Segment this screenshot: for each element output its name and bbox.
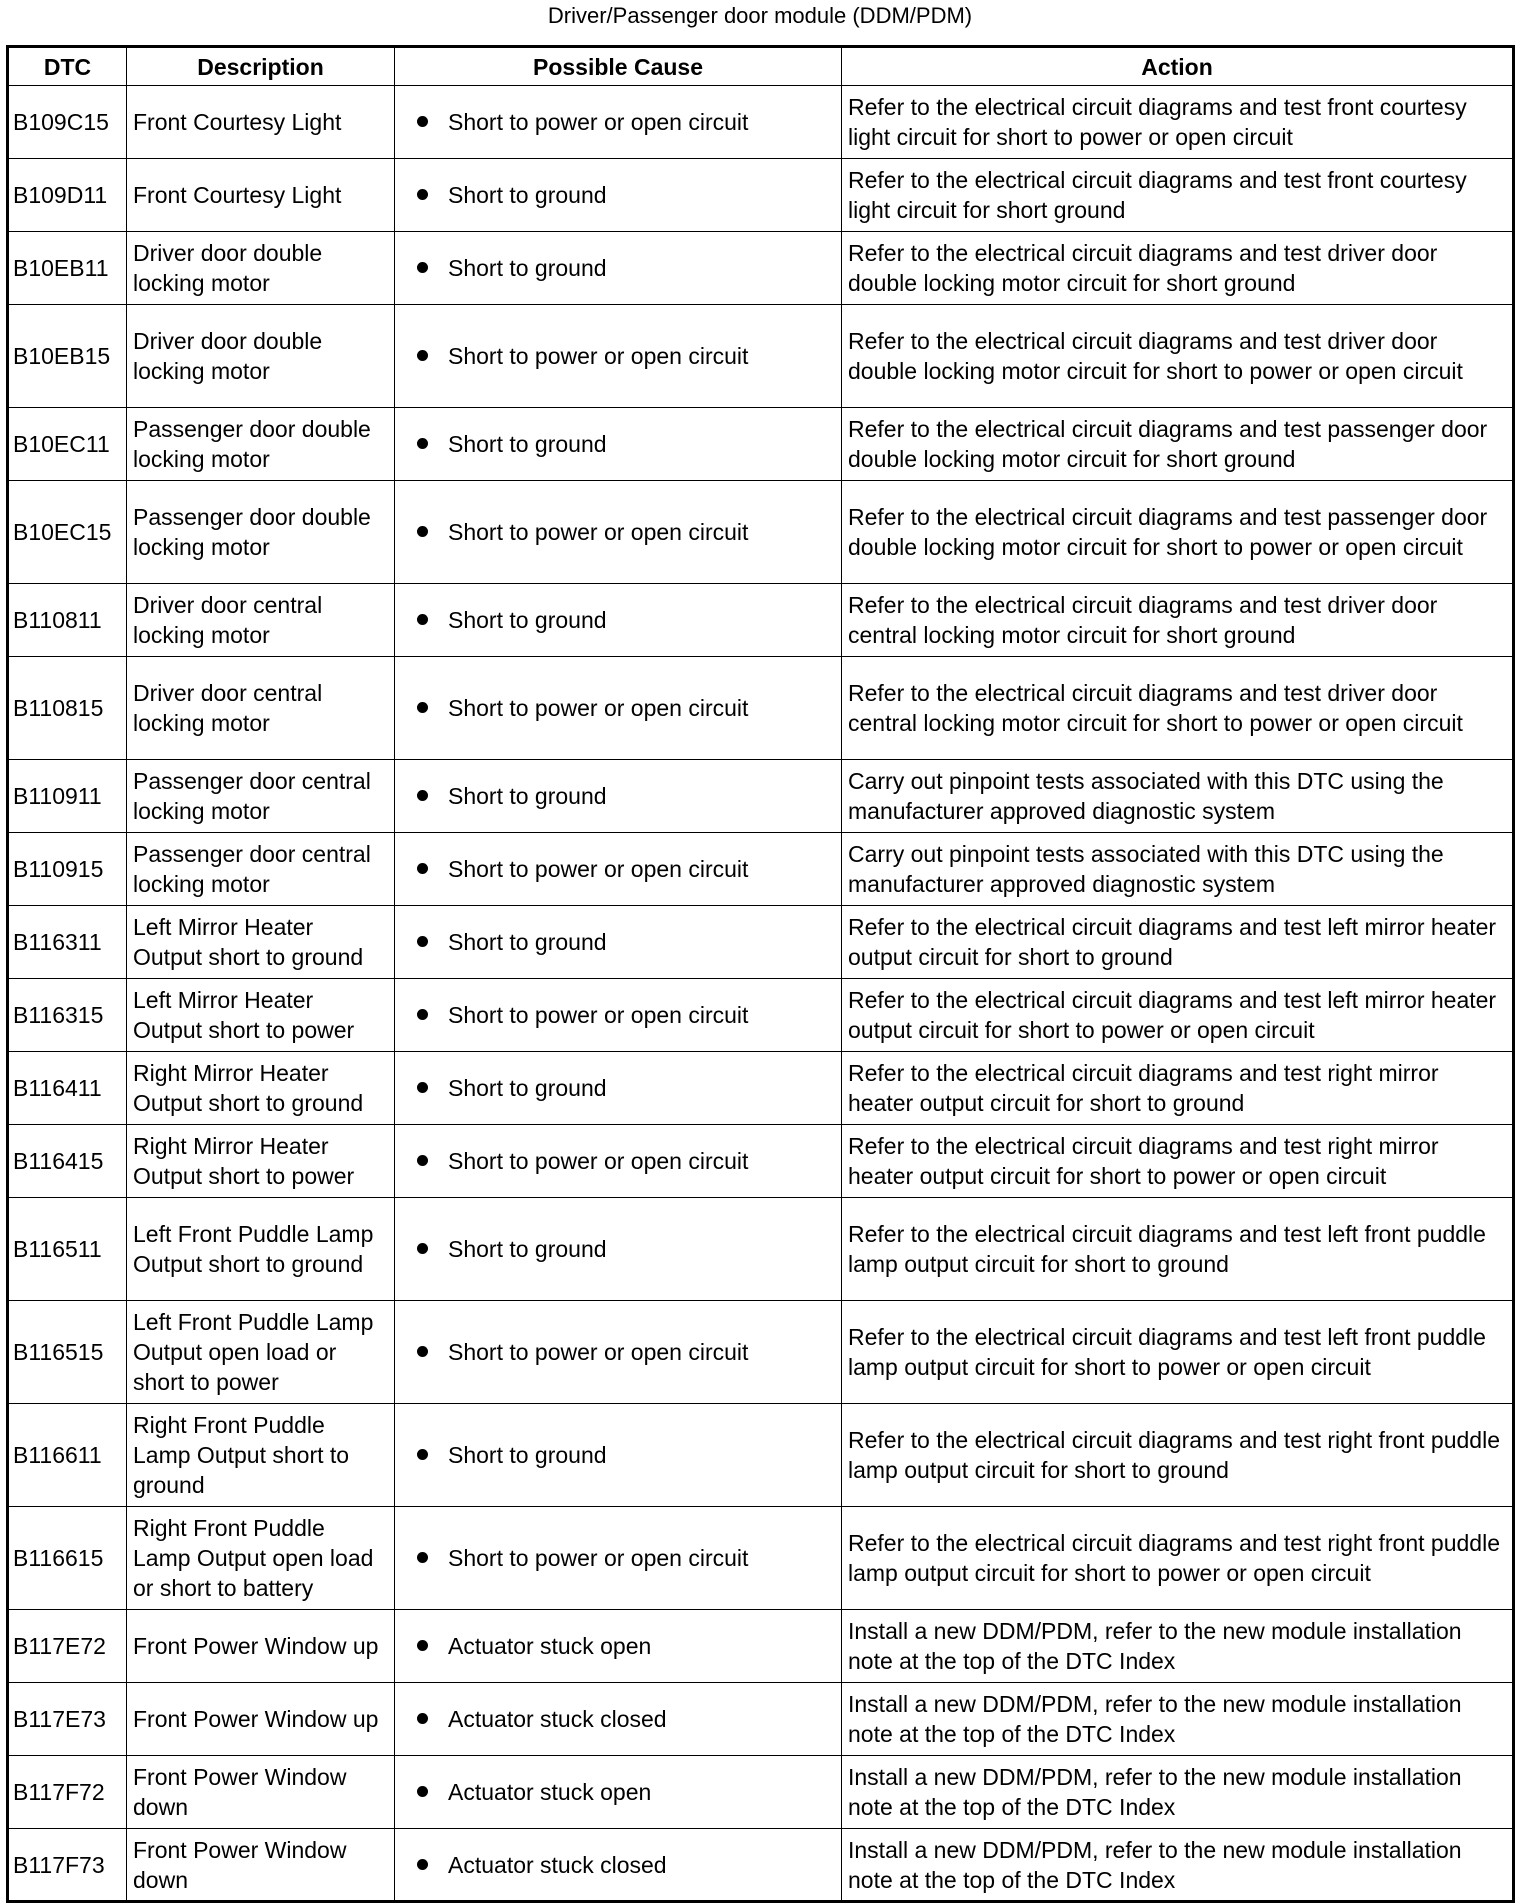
cause-text: Short to power or open circuit: [448, 1002, 749, 1028]
table-row: [8, 1052, 1514, 1125]
description-cell: Passenger door double locking motor: [127, 408, 395, 481]
cause-cell: [395, 408, 842, 481]
description-cell: Front Courtesy Light: [127, 159, 395, 232]
dtc-code: B10EC15: [8, 481, 127, 584]
action-cell: Install a new DDM/PDM, refer to the new module installation note at the top of the DTC Index: [842, 1610, 1514, 1683]
cause-cell: [395, 760, 842, 833]
action-cell: Refer to the electrical circuit diagrams and test front courtesy light circuit for short ground: [842, 159, 1514, 232]
description-cell: Left Mirror Heater Output short to power: [127, 979, 395, 1052]
table-row: [8, 1683, 1514, 1756]
cause-text: Actuator stuck closed: [448, 1706, 667, 1732]
description-cell: Front Power Window up: [127, 1683, 395, 1756]
dtc-code: B10EC11: [8, 408, 127, 481]
description-cell: Right Mirror Heater Output short to ground: [127, 1052, 395, 1125]
bullet-icon: [417, 189, 428, 200]
bullet-icon: [417, 262, 428, 273]
dtc-code: B117F72: [8, 1756, 127, 1829]
bullet-icon: [417, 863, 428, 874]
dtc-code: B116515: [8, 1301, 127, 1404]
bullet-icon: [417, 1346, 428, 1357]
dtc-code: B116311: [8, 906, 127, 979]
page-title: Driver/Passenger door module (DDM/PDM): [547, 3, 973, 28]
table-row: [8, 1610, 1514, 1683]
cause-cell: [395, 833, 842, 906]
cause-text: Short to ground: [448, 783, 607, 809]
description-cell: Right Mirror Heater Output short to power: [127, 1125, 395, 1198]
description-cell: Front Power Window down: [127, 1829, 395, 1902]
dtc-code: B116411: [8, 1052, 127, 1125]
description-cell: Front Power Window up: [127, 1610, 395, 1683]
dtc-code: B117F73: [8, 1829, 127, 1902]
table-row: [8, 1507, 1514, 1610]
table-row: [8, 760, 1514, 833]
cause-cell: [395, 1198, 842, 1301]
cause-cell: [395, 86, 842, 159]
dtc-code: B110915: [8, 833, 127, 906]
header-possible-cause: Possible Cause: [395, 47, 842, 86]
description-cell: Left Front Puddle Lamp Output open load or short to power: [127, 1301, 395, 1404]
table-row: [8, 833, 1514, 906]
action-cell: Carry out pinpoint tests associated with this DTC using the manufacturer approved diagnostic system: [842, 833, 1514, 906]
dtc-code: B110811: [8, 584, 127, 657]
table-row: [8, 1301, 1514, 1404]
dtc-code: B116315: [8, 979, 127, 1052]
table-row: [8, 1125, 1514, 1198]
action-cell: Refer to the electrical circuit diagrams and test left front puddle lamp output circuit for short to power or open circuit: [842, 1301, 1514, 1404]
table-row: [8, 481, 1514, 584]
dtc-code: B117E72: [8, 1610, 127, 1683]
cause-cell: [395, 906, 842, 979]
bullet-icon: [417, 1640, 428, 1651]
cause-cell: [395, 159, 842, 232]
cause-text: Short to power or open circuit: [448, 519, 749, 545]
table-row: [8, 1198, 1514, 1301]
action-cell: Refer to the electrical circuit diagrams and test left mirror heater output circuit for short to power or open circuit: [842, 979, 1514, 1052]
description-cell: Passenger door central locking motor: [127, 833, 395, 906]
dtc-code: B116511: [8, 1198, 127, 1301]
description-cell: Driver door central locking motor: [127, 657, 395, 760]
bullet-icon: [417, 438, 428, 449]
action-cell: Refer to the electrical circuit diagrams and test right front puddle lamp output circuit for short to power or open circuit: [842, 1507, 1514, 1610]
table-header-row: [8, 47, 1514, 86]
dtc-code: B116611: [8, 1404, 127, 1507]
cause-cell: [395, 305, 842, 408]
cause-cell: [395, 232, 842, 305]
table-body: [8, 86, 1514, 1902]
cause-text: Short to power or open circuit: [448, 1148, 749, 1174]
cause-text: Short to power or open circuit: [448, 1339, 749, 1365]
dtc-code: B10EB15: [8, 305, 127, 408]
cause-text: Actuator stuck open: [448, 1779, 652, 1805]
action-cell: Refer to the electrical circuit diagrams and test driver door double locking motor circuit for short ground: [842, 232, 1514, 305]
cause-text: Short to power or open circuit: [448, 856, 749, 882]
cause-text: Short to power or open circuit: [448, 1545, 749, 1571]
bullet-icon: [417, 116, 428, 127]
header-dtc: DTC: [8, 47, 127, 86]
action-cell: Refer to the electrical circuit diagrams and test right mirror heater output circuit for short to power or open circuit: [842, 1125, 1514, 1198]
cause-cell: [395, 584, 842, 657]
cause-text: Short to ground: [448, 255, 607, 281]
bullet-icon: [417, 350, 428, 361]
action-cell: Refer to the electrical circuit diagrams and test right mirror heater output circuit for short to ground: [842, 1052, 1514, 1125]
dtc-code: B116415: [8, 1125, 127, 1198]
header-description: Description: [127, 47, 395, 86]
bullet-icon: [417, 1552, 428, 1563]
table-row: [8, 906, 1514, 979]
cause-text: Short to ground: [448, 607, 607, 633]
cause-text: Short to ground: [448, 182, 607, 208]
description-cell: Front Power Window down: [127, 1756, 395, 1829]
action-cell: Install a new DDM/PDM, refer to the new module installation note at the top of the DTC Index: [842, 1683, 1514, 1756]
cause-cell: [395, 1507, 842, 1610]
bullet-icon: [417, 1243, 428, 1254]
action-cell: Install a new DDM/PDM, refer to the new module installation note at the top of the DTC Index: [842, 1756, 1514, 1829]
table-row: [8, 408, 1514, 481]
table-row: [8, 1829, 1514, 1902]
cause-cell: [395, 1125, 842, 1198]
cause-cell: [395, 481, 842, 584]
description-cell: Left Front Puddle Lamp Output short to ground: [127, 1198, 395, 1301]
description-cell: Passenger door central locking motor: [127, 760, 395, 833]
description-cell: Driver door double locking motor: [127, 232, 395, 305]
action-cell: Install a new DDM/PDM, refer to the new module installation note at the top of the DTC Index: [842, 1829, 1514, 1902]
dtc-code: B10EB11: [8, 232, 127, 305]
cause-text: Short to ground: [448, 431, 607, 457]
cause-cell: [395, 1683, 842, 1756]
cause-cell: [395, 1610, 842, 1683]
action-cell: Refer to the electrical circuit diagrams and test right front puddle lamp output circuit for short to ground: [842, 1404, 1514, 1507]
bullet-icon: [417, 614, 428, 625]
bullet-icon: [417, 1155, 428, 1166]
action-cell: Refer to the electrical circuit diagrams and test driver door central locking motor circuit for short ground: [842, 584, 1514, 657]
table-row: [8, 305, 1514, 408]
table-row: [8, 1756, 1514, 1829]
table-row: [8, 657, 1514, 760]
dtc-code: B110815: [8, 657, 127, 760]
table-row: [8, 159, 1514, 232]
description-cell: Front Courtesy Light: [127, 86, 395, 159]
cause-text: Short to power or open circuit: [448, 343, 749, 369]
header-action: Action: [842, 47, 1514, 86]
action-cell: Carry out pinpoint tests associated with this DTC using the manufacturer approved diagnostic system: [842, 760, 1514, 833]
description-cell: Driver door double locking motor: [127, 305, 395, 408]
cause-text: Actuator stuck closed: [448, 1851, 667, 1878]
description-cell: Left Mirror Heater Output short to ground: [127, 906, 395, 979]
action-cell: Refer to the electrical circuit diagrams and test left front puddle lamp output circuit for short to ground: [842, 1198, 1514, 1301]
cause-text: Short to power or open circuit: [448, 695, 749, 721]
action-cell: Refer to the electrical circuit diagrams and test passenger door double locking motor circuit for short ground: [842, 408, 1514, 481]
cause-cell: [395, 1829, 842, 1902]
cause-text: Short to ground: [448, 929, 607, 955]
description-cell: Right Front Puddle Lamp Output open load or short to battery: [127, 1507, 395, 1610]
cause-text: Short to power or open circuit: [448, 109, 749, 135]
table-row: [8, 979, 1514, 1052]
bullet-icon: [417, 1713, 428, 1724]
cause-cell: [395, 979, 842, 1052]
dtc-code: B116615: [8, 1507, 127, 1610]
bullet-icon: [417, 526, 428, 537]
bullet-icon: [417, 790, 428, 801]
bullet-icon: [417, 936, 428, 947]
cause-text: Short to ground: [448, 1236, 607, 1262]
dtc-code: B117E73: [8, 1683, 127, 1756]
dtc-table: [6, 45, 1515, 1903]
cause-text: Short to ground: [448, 1075, 607, 1101]
bullet-icon: [417, 1009, 428, 1020]
cause-cell: [395, 1404, 842, 1507]
table-row: [8, 584, 1514, 657]
dtc-code: B109D11: [8, 159, 127, 232]
cause-cell: [395, 1756, 842, 1829]
bullet-icon: [417, 1449, 428, 1460]
table-row: [8, 1404, 1514, 1507]
cause-cell: [395, 1052, 842, 1125]
action-cell: Refer to the electrical circuit diagrams and test driver door central locking motor circuit for short to power or open circuit: [842, 657, 1514, 760]
table-row: [8, 86, 1514, 159]
cause-text: Actuator stuck open: [448, 1633, 652, 1659]
table-row: [8, 232, 1514, 305]
bullet-icon: [417, 702, 428, 713]
description-cell: Right Front Puddle Lamp Output short to ground: [127, 1404, 395, 1507]
description-cell: Driver door central locking motor: [127, 584, 395, 657]
action-cell: Refer to the electrical circuit diagrams and test left mirror heater output circuit for short to ground: [842, 906, 1514, 979]
action-cell: Refer to the electrical circuit diagrams and test driver door double locking motor circuit for short to power or open circuit: [842, 305, 1514, 408]
dtc-code: B110911: [8, 760, 127, 833]
bullet-icon: [417, 1859, 428, 1870]
action-cell: Refer to the electrical circuit diagrams and test passenger door double locking motor circuit for short to power or open circuit: [842, 481, 1514, 584]
cause-cell: [395, 657, 842, 760]
action-cell: Refer to the electrical circuit diagrams and test front courtesy light circuit for short to power or open circuit: [842, 86, 1514, 159]
description-cell: Passenger door double locking motor: [127, 481, 395, 584]
dtc-code: B109C15: [8, 86, 127, 159]
bullet-icon: [417, 1082, 428, 1093]
bullet-icon: [417, 1786, 428, 1797]
cause-text: Short to ground: [448, 1442, 607, 1468]
cause-cell: [395, 1301, 842, 1404]
